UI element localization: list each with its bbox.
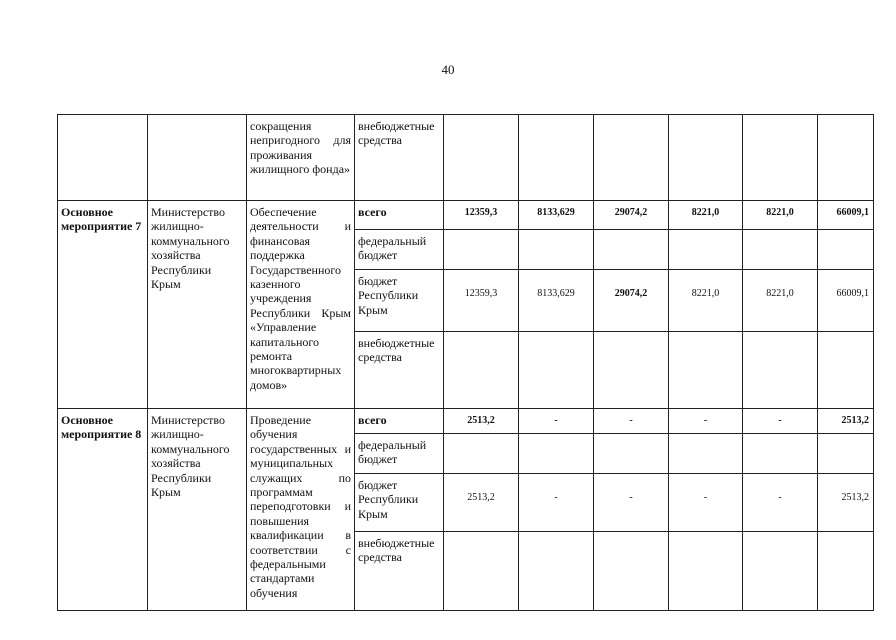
value-cell — [818, 115, 874, 201]
value-cell: 8133,629 — [519, 201, 594, 230]
funding-source-cell: федеральный бюджет — [355, 434, 444, 474]
value-cell — [743, 115, 818, 201]
page-number: 40 — [441, 62, 455, 77]
value-cell — [818, 532, 874, 611]
value-cell: - — [594, 474, 669, 532]
funding-source-cell: всего — [355, 409, 444, 434]
funding-source-cell: бюджет Республики Крым — [355, 474, 444, 532]
event-cell — [58, 115, 148, 201]
value-cell — [519, 532, 594, 611]
value-cell — [594, 230, 669, 270]
value-cell — [594, 434, 669, 474]
program-funding-table — [57, 114, 874, 611]
table-row — [58, 201, 874, 230]
value-cell: - — [519, 409, 594, 434]
executor-cell — [148, 115, 247, 201]
value-cell — [444, 332, 519, 409]
value-cell: - — [519, 474, 594, 532]
value-cell: - — [594, 409, 669, 434]
description-cell: Обеспечение деятельности и финансовая поддержка Государственного казенного учреждения Республики Крым «Управление капитального ремонта многоквартирных домов» — [247, 201, 355, 409]
value-cell — [519, 332, 594, 409]
description-cell: сокращения непригодного для проживания жилищного фонда» — [247, 115, 355, 201]
value-cell: 12359,3 — [444, 270, 519, 332]
value-cell: 66009,1 — [818, 201, 874, 230]
description-cell: Проведение обучения государственных и муниципальных служащих по программам переподготовки и повышения квалификации в соответствии с федеральными стандартами обучения — [247, 409, 355, 611]
value-cell: - — [743, 409, 818, 434]
value-cell — [669, 332, 743, 409]
value-cell — [743, 434, 818, 474]
value-cell: 2513,2 — [818, 474, 874, 532]
value-cell: 8221,0 — [743, 270, 818, 332]
funding-source-cell: федеральный бюджет — [355, 230, 444, 270]
executor-cell: Министерство жилищно-коммунального хозяйства Республики Крым — [148, 201, 247, 409]
value-cell: 8221,0 — [743, 201, 818, 230]
value-cell — [669, 230, 743, 270]
value-cell — [444, 115, 519, 201]
value-cell: - — [669, 409, 743, 434]
value-cell — [818, 230, 874, 270]
value-cell — [519, 230, 594, 270]
value-cell — [519, 115, 594, 201]
value-cell: 29074,2 — [594, 270, 669, 332]
event-cell: Основное мероприятие 7 — [58, 201, 148, 409]
value-cell: 2513,2 — [444, 409, 519, 434]
value-cell: - — [743, 474, 818, 532]
funding-source-cell: внебюджетные средства — [355, 332, 444, 409]
value-cell — [444, 532, 519, 611]
value-cell — [444, 434, 519, 474]
table-row — [58, 409, 874, 434]
value-cell: 2513,2 — [444, 474, 519, 532]
value-cell — [444, 230, 519, 270]
value-cell — [669, 434, 743, 474]
funding-source-cell: внебюджетные средства — [355, 115, 444, 201]
funding-source-cell: всего — [355, 201, 444, 230]
value-cell: 8221,0 — [669, 270, 743, 332]
value-cell — [519, 434, 594, 474]
value-cell: 8133,629 — [519, 270, 594, 332]
value-cell — [594, 332, 669, 409]
funding-source-cell: бюджет Республики Крым — [355, 270, 444, 332]
value-cell: 12359,3 — [444, 201, 519, 230]
value-cell — [669, 115, 743, 201]
value-cell — [594, 115, 669, 201]
value-cell — [818, 332, 874, 409]
value-cell: 29074,2 — [594, 201, 669, 230]
value-cell: 8221,0 — [669, 201, 743, 230]
event-cell: Основное мероприятие 8 — [58, 409, 148, 611]
value-cell: 2513,2 — [818, 409, 874, 434]
value-cell — [594, 532, 669, 611]
value-cell — [669, 532, 743, 611]
value-cell — [818, 434, 874, 474]
table-row — [58, 115, 874, 201]
executor-cell: Министерство жилищно-коммунального хозяйства Республики Крым — [148, 409, 247, 611]
value-cell: 66009,1 — [818, 270, 874, 332]
funding-source-cell: внебюджетные средства — [355, 532, 444, 611]
value-cell — [743, 230, 818, 270]
value-cell: - — [669, 474, 743, 532]
value-cell — [743, 532, 818, 611]
value-cell — [743, 332, 818, 409]
